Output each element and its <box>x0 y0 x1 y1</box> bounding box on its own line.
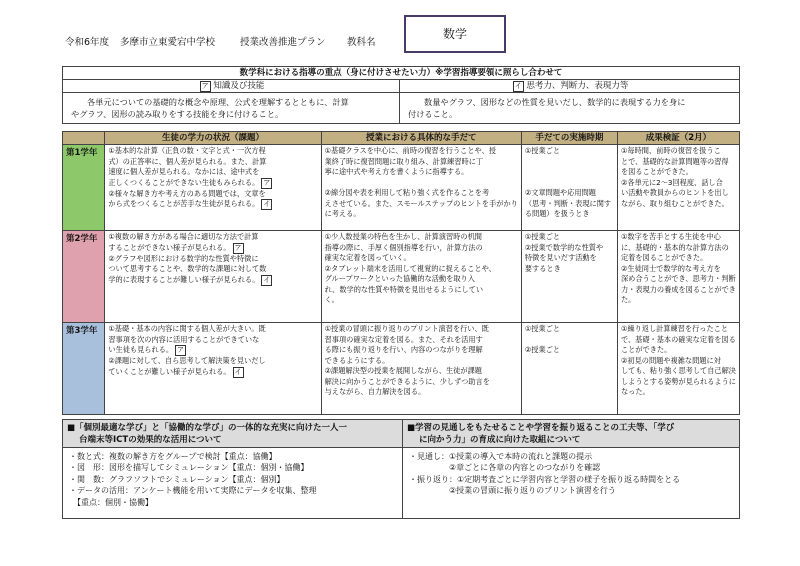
focus-a-line: 各単元についての基礎的な概念や原理、公式を理解するとともに、計算 <box>87 97 349 107</box>
timing-line: ①授業ごと <box>524 232 561 241</box>
timing-line: 特徴を見いだす活動を <box>524 253 597 262</box>
result-line: 力・表現力の養成を図ることができ <box>620 284 736 294</box>
result-line: ①繰り返し計算練習を行ったこと <box>620 324 729 333</box>
result-line: い活動や教員からのヒントを出し <box>620 188 729 197</box>
reflection-list <box>403 448 739 518</box>
status-line <box>108 199 317 210</box>
measures-line: 与えながら、自力解決を図る。 <box>324 387 426 396</box>
focus-b-body <box>400 93 739 123</box>
status-line-text: から式をつくることが苦手な生徒が見られる。 <box>108 199 260 208</box>
status-line <box>108 367 317 378</box>
measures-line: えさせている。また、スモールステップのヒントを手がかり <box>324 198 518 208</box>
status-line: 習事項を次の内容に活用することができていな <box>108 334 260 344</box>
focus-a-line: やグラフ、図形の読み取りをする技能を身に付けること。 <box>71 109 284 119</box>
header-timing: 手だての実施時期 <box>521 132 617 145</box>
status-line: ①基礎・基本の内容に関する個人差が大きい。既 <box>108 324 266 333</box>
status-line: ①複数の解き方がある場合に適切な方法で計算 <box>108 232 259 241</box>
measures-line: ①授業の冒頭に振り返りのプリント演習を行い、既 <box>324 324 489 333</box>
status-line <box>108 275 317 286</box>
status-line-text: することができない様子が見られる。 <box>108 242 231 252</box>
result-line: で、基礎・基本の確実な定着を図る <box>620 334 736 344</box>
skill-tag: ア <box>234 243 242 252</box>
skill-tag: ア <box>263 178 271 187</box>
skill-tag: イ <box>263 200 271 208</box>
list-item: ・数と式：複数の解き方をグループで検討【重点：協働】 <box>69 452 277 461</box>
result-line: ②生徒同士で数学的な考え方を <box>620 263 721 273</box>
result-line: を図ることができた。 <box>620 167 693 176</box>
status-line <box>108 178 317 189</box>
ict-heading <box>63 420 403 448</box>
timing-line: ①授業ごと <box>524 324 561 333</box>
measures-cell <box>321 231 521 323</box>
skill-tag: イ <box>234 367 242 376</box>
timing-line: る問題）を扱うとき <box>524 209 590 218</box>
measures-line: 指導の際に、手厚く個別指導を行い，計算方法の <box>324 242 483 252</box>
bottom-section <box>62 419 740 519</box>
header-subject-label: 教科名 <box>347 37 376 48</box>
timing-line <box>525 167 614 178</box>
timing-line <box>525 335 614 346</box>
result-line: た。 <box>620 295 636 304</box>
ict-list <box>63 448 403 518</box>
measures-cell <box>321 145 521 231</box>
measures-cell <box>321 323 521 415</box>
measures-line: ①基礎クラスを中心に、前時の復習を行うことや、授 <box>324 146 496 155</box>
status-cell <box>105 145 321 231</box>
grade-cell: 第2学年 <box>63 231 105 323</box>
timing-line: ②授業ごと <box>524 345 561 354</box>
focus-b-line: 数量やグラフ、図形などの性質を見いだし、数学的に表現する力を身に <box>424 97 686 107</box>
header-school: 多摩市立東愛宕中学校 <box>120 37 216 48</box>
timing-line: ①授業ごと <box>524 146 561 155</box>
grade-cell: 第1学年 <box>63 145 105 231</box>
result-line: ながら、取り組むことができた。 <box>620 198 729 208</box>
timing-cell <box>521 145 617 231</box>
header-status: 生徒の学力の状況（課題） <box>105 132 321 145</box>
measures-line: ①少人数授業の特色を生かし、計算演習時の机間 <box>324 232 482 241</box>
measures-line: る際にも振り返りを行い、内容のつながりを理解 <box>324 345 483 354</box>
status-line: ②課題に対して、自ら思考して解決策を見いだし <box>108 356 266 365</box>
marker-a: ア <box>201 82 209 90</box>
timing-cell <box>521 231 617 323</box>
result-cell <box>617 145 739 231</box>
result-line: ②各単元に2～3回程度、話し合 <box>620 177 723 187</box>
table-row <box>63 231 740 323</box>
ict-heading-line: ■「個別最適な学び」と「協働的な学び」の一体的な充実に向けた一人一 <box>67 423 348 433</box>
list-item: 【重点：個別・協働】 <box>69 497 153 507</box>
status-line: ②様々な解き方や考え方のある問題では，文章を <box>108 188 266 198</box>
skill-tag: ア <box>177 346 185 354</box>
status-line <box>108 345 317 356</box>
timing-line: ②文章問題や応用問題 <box>524 188 596 197</box>
skill-tag: イ <box>263 275 271 284</box>
timing-line: （思考・判断・表現に関す <box>524 198 612 208</box>
focus-b-heading <box>400 80 739 93</box>
measures-line: に考える。 <box>324 209 361 218</box>
focus-b-line: 付けること。 <box>408 109 458 119</box>
measures-line: 確実な定着を図っていく。 <box>324 253 411 262</box>
status-line <box>108 243 317 254</box>
status-line: 速度に個人差が見られる。なかには、途中式を <box>108 167 260 176</box>
result-line: ①毎時間、前時の復習を扱うこ <box>620 146 721 155</box>
header-measures: 授業における具体的な手だて <box>321 132 521 145</box>
result-cell <box>617 231 739 323</box>
timing-cell <box>521 323 617 415</box>
status-cell <box>105 323 321 415</box>
ict-heading-line: 台端末等ICTの効果的な活用について <box>79 435 222 445</box>
list-item: ・データの活用：アンケート機能を用いて実際にデータを収集、整理 <box>69 486 317 496</box>
reflection-heading-line: に向かう力」の育成に向けた取組について <box>419 435 581 445</box>
result-line: ことができた。 <box>620 345 672 354</box>
header-result: 成果検証（2月） <box>617 132 739 145</box>
measures-line: ②線分図や表を利用して粘り強く式を作ることを考 <box>324 188 490 197</box>
focus-section <box>62 66 740 124</box>
reflection-heading-line: ■学習の見通しをもたせることや学習を振り返ることの工夫等、「学び <box>407 423 675 433</box>
list-item: ・見通し：①授業の導入で本時の流れと課題の提示 <box>409 452 593 461</box>
table-header-row <box>63 132 740 145</box>
status-line: 式）の正答率に、個人差が見られる。また、計算 <box>108 156 267 166</box>
focus-a-heading <box>63 80 400 93</box>
table-row <box>63 145 740 231</box>
subject-box: 数学 <box>404 15 506 53</box>
focus-a-body <box>63 93 400 123</box>
measures-line: できるようにする。 <box>324 355 390 365</box>
reflection-heading <box>403 420 739 448</box>
result-line: なった。 <box>620 387 650 396</box>
timing-line <box>525 157 614 168</box>
result-line: 深め合うことができ、思考力・判断 <box>620 274 736 283</box>
grade-cell: 第3学年 <box>63 323 105 415</box>
table-row <box>63 323 740 415</box>
list-item: ②章ごとに各章の内容とのつながりを確認 <box>409 463 601 473</box>
status-line-text: 正しくつくることができない生徒もみられる。 <box>108 177 260 187</box>
measures-line <box>325 178 518 189</box>
result-line: 定着を図ることができた。 <box>620 253 708 262</box>
result-line: ①数字を苦手とする生徒を中心 <box>620 232 721 241</box>
result-line: とで、基礎的な計算問題等の習得 <box>620 156 729 166</box>
list-item: ・振り返り：①定期考査ごとに学習内容と学習の様子を振り返る時間をとる <box>409 474 681 484</box>
result-line: しようとする姿勢が見られるように <box>620 376 736 386</box>
status-line: ①基本的な計算（正負の数・文字と式・一次方程 <box>108 146 266 155</box>
list-item: ②授業の冒頭に振り返りのプリント演習を行う <box>409 486 616 496</box>
timing-line: ②授業で数学的な性質や <box>524 242 604 252</box>
status-line-text: ていくことが難しい様子が見られる。 <box>108 366 231 376</box>
result-line: しても、粘り強く思考して自己解決 <box>620 366 736 375</box>
timing-line <box>525 178 614 189</box>
result-line: ②初見の問題や複雑な問題に対 <box>620 355 721 365</box>
header-plan: 授業改善推進プラン <box>240 37 326 48</box>
status-cell <box>105 231 321 323</box>
status-line: ついて思考することや、数学的な課題に対して数 <box>108 264 267 273</box>
measures-line: 寧に途中式や考え方を書くように指導する。 <box>324 167 469 176</box>
status-line: ②グラフや図形における数学的な性質や特徴に <box>108 253 259 263</box>
measures-line: く。 <box>324 295 339 304</box>
measures-line: グループワークといった協働的な活動を取り入 <box>324 274 475 283</box>
measures-line: ②課題解決型の授業を展開しながら、生徒が課題 <box>324 366 482 375</box>
timing-line: 要するとき <box>524 263 561 273</box>
measures-line: 習事項の確実な定着を図る。また、それを活用す <box>324 334 483 344</box>
focus-a-title: 知識及び技能 <box>213 81 265 91</box>
header-year: 令和6年度 <box>65 37 110 48</box>
measures-line: ②タブレット端末を活用して視覚的に捉えることや、 <box>324 263 496 273</box>
focus-b-title: 思考力、判断力、表現力等 <box>526 81 629 91</box>
measures-line: 解決に向かうことができるように、少しずつ助言を <box>324 376 490 386</box>
list-item: ・関 数：グラフソフトでシミュレーション【重点：個別】 <box>69 474 285 484</box>
result-line: に、基礎的・基本的な計算方法の <box>620 242 729 252</box>
status-line-text: い生徒も見られる。 <box>108 345 174 354</box>
status-line-text: 学的に表現することが難しい様子が見られる。 <box>108 274 260 284</box>
measures-line: 業終了時に復習問題に取り組み、計算練習時に丁 <box>324 156 484 166</box>
header-blank <box>63 132 105 145</box>
marker-b: イ <box>514 82 522 90</box>
plan-table <box>62 131 740 415</box>
result-cell <box>617 323 739 415</box>
focus-title: 数学科における指導の重点（身に付けさせたい力）※学習指導要領に照らし合わせて <box>63 67 739 80</box>
list-item: ・図 形：図形を描写してシミュレーション【重点：個別・協働】 <box>69 463 309 473</box>
measures-line: れ、数学的な性質や特徴を見出せるようにしてい <box>324 284 484 294</box>
